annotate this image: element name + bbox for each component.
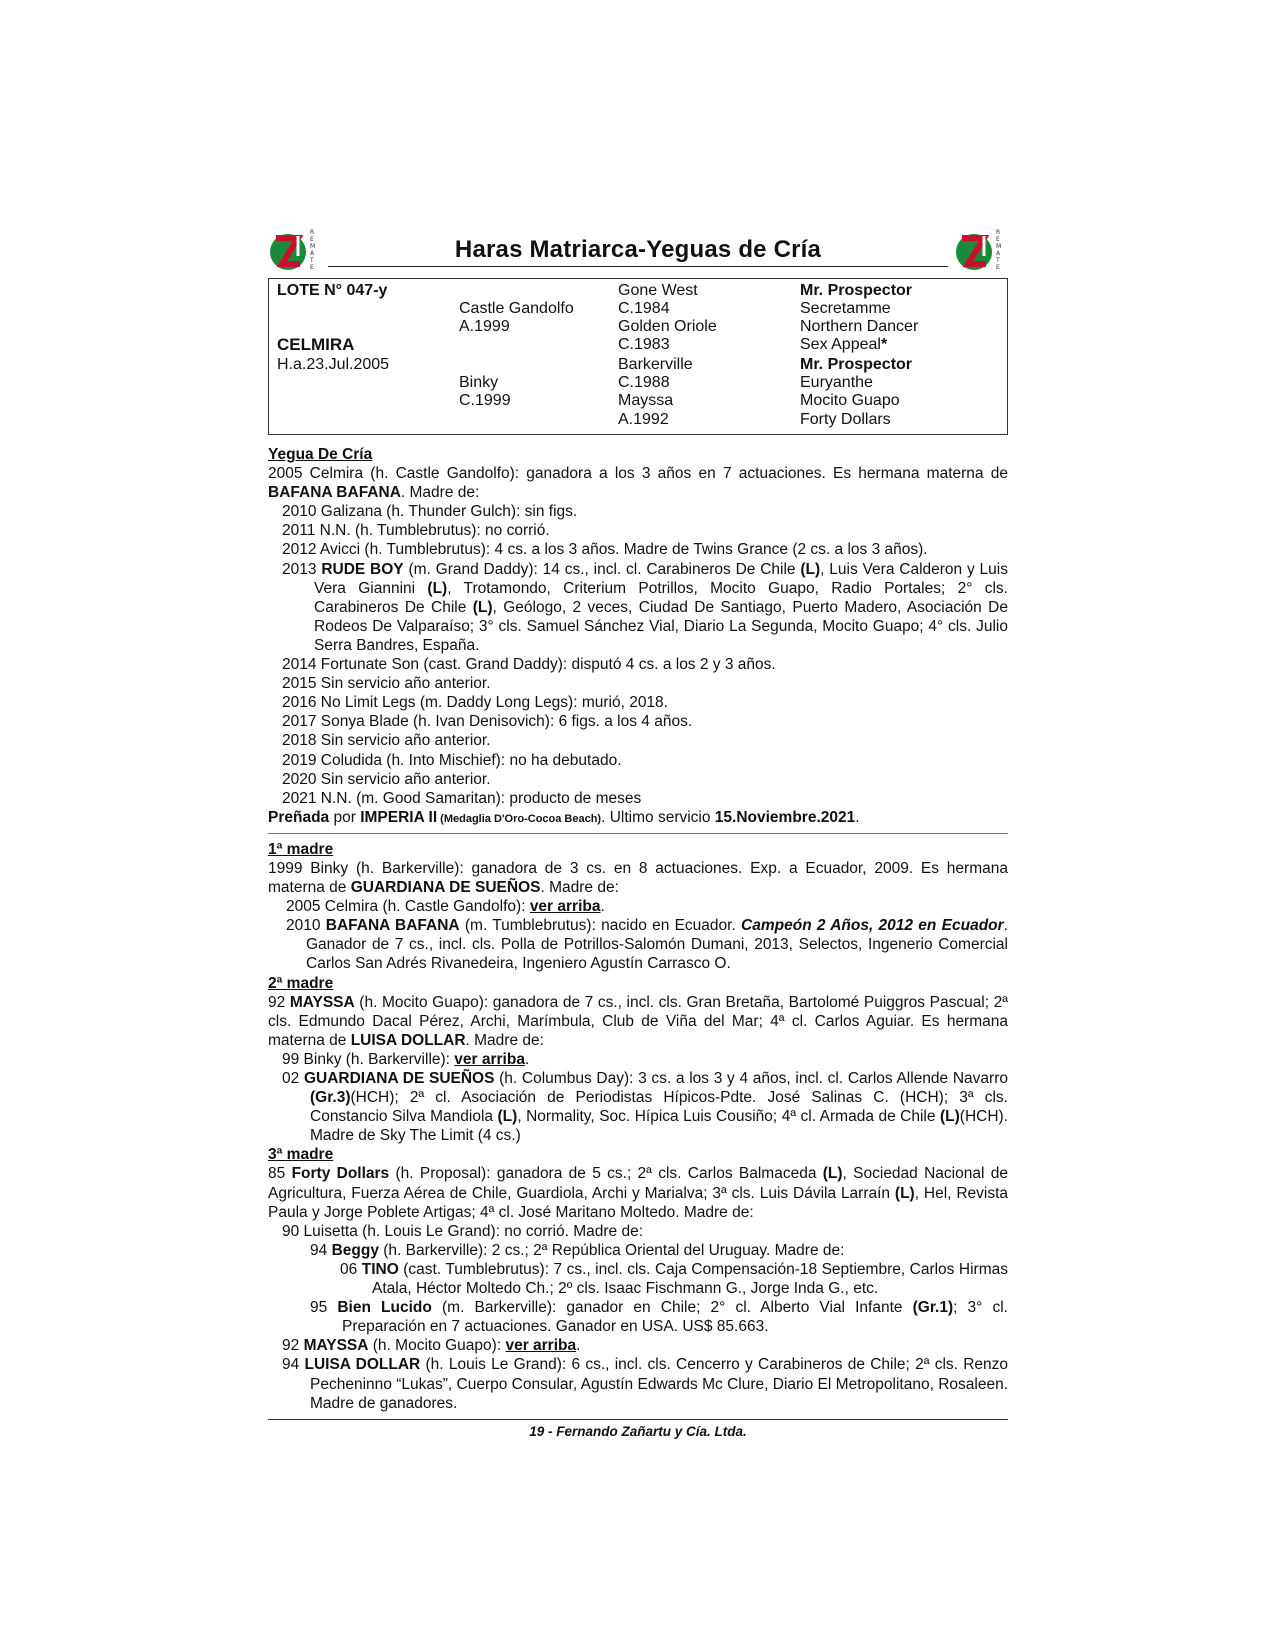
- horse-birth: H.a.23.Jul.2005: [277, 356, 390, 373]
- section-heading: Yegua De Cría: [268, 446, 373, 463]
- list-item: 2013 RUDE BOY (m. Grand Daddy): 14 cs., incl. cl. Carabineros De Chile (L), Luis Vera Calderon y Luis Vera Giannini (L), Trotamondo, Criterium Potrillos, Mocito Guapo, Radio Portales; 2° cls. Carabineros De Chile (L), Geólogo, 2 veces, Ciudad De Santiago, Puerto Madero, Asociación De Rodeos De Valparaíso; 3° cls. Samuel Sánchez Vial, Diario La Segunda, Mocito Guapo; 4° cls. Julio Serra Bandres, España.: [282, 560, 1008, 654]
- grandsire-1-year: C.1984: [618, 300, 670, 317]
- svg-text:M: M: [996, 243, 1002, 250]
- ancestor: Secretamme: [800, 300, 891, 317]
- header: [268, 222, 1008, 272]
- list-item: 92 MAYSSA (h. Mocito Guapo): ver arriba.: [282, 1337, 581, 1355]
- paragraph: 92 MAYSSA (h. Mocito Guapo): ganadora de 7 cs., incl. cls. Gran Bretaña, Bartolomé Puiggros Pascual; 2ª cls. Edmundo Dacal Pérez, Archi, Marímbula, Club de Viña del Mar; 4ª cl. Carlos Aguiar. Es hermana materna de LUISA DOLLAR. Madre de:: [268, 993, 1008, 1049]
- ancestor: Mr. Prospector: [800, 282, 913, 299]
- list-item: 2018 Sin servicio año anterior.: [282, 732, 491, 750]
- granddam-1-year: C.1983: [618, 336, 670, 353]
- svg-text:E: E: [996, 236, 1000, 243]
- ancestor: Forty Dollars: [800, 411, 891, 428]
- svg-text:T: T: [310, 257, 314, 264]
- granddam-2: Mayssa: [618, 392, 674, 409]
- granddam-1: Golden Oriole: [618, 318, 717, 335]
- list-item: 06 TINO (cast. Tumblebrutus): 7 cs., incl. cls. Caja Compensación-18 Septiembre, Carlos Hirmas Atala, Héctor Moltedo Ch.; 2º cls. Isaac Fischmann G., Jorge Inda G., etc.: [340, 1260, 1008, 1298]
- list-item: 02 GUARDIANA DE SUEÑOS (h. Columbus Day): 3 cs. a los 3 y 4 años, incl. cl. Carlos Allende Navarro (Gr.3)(HCH); 2ª cl. Asociación de Periodistas Hípicos-Pdte. José Salinas C. (HCH); 3ª cls. Constancio Silva Mandiola (L), Normality, Soc. Hípica Luis Cousiño; 4ª cl. Armada de Chile (L)(HCH). Madre de Sky The Limit (4 cs.): [282, 1070, 1008, 1145]
- list-item: 2005 Celmira (h. Castle Gandolfo): ver arriba.: [286, 898, 605, 916]
- list-item: 2015 Sin servicio año anterior.: [282, 675, 491, 693]
- list-item: 94 Beggy (h. Barkerville): 2 cs.; 2ª República Oriental del Uruguay. Madre de:: [310, 1241, 845, 1259]
- document-page: [268, 222, 1008, 1439]
- svg-text:E: E: [996, 264, 1000, 271]
- list-item: 94 LUISA DOLLAR (h. Louis Le Grand): 6 cs., incl. cls. Cencerro y Carabineros de Chile; 2ª cls. Renzo Pecheninno “Lukas”, Cuerpo Consular, Agustín Edwards Mc Clure, Diario El Metropolitano, Rosaleen. Madre de ganadores.: [282, 1356, 1008, 1412]
- horse-name: CELMIRA: [277, 335, 355, 354]
- list-item: 2011 N.N. (h. Tumblebrutus): no corrió.: [282, 522, 550, 540]
- sire-year: A.1999: [459, 318, 510, 335]
- ancestor: Mocito Guapo: [800, 392, 900, 409]
- pedigree-table: [268, 278, 1008, 435]
- divider: [268, 833, 1008, 834]
- list-item: 2017 Sonya Blade (h. Ivan Denisovich): 6 figs. a los 4 años.: [282, 713, 693, 731]
- list-item: 95 Bien Lucido (m. Barkerville): ganador en Chile; 2° cl. Alberto Vial Infante (Gr.1); 3° cl. Preparación en 7 actuaciones. Ganador en USA. US$ 85.663.: [310, 1299, 1008, 1336]
- list-item: 2010 BAFANA BAFANA (m. Tumblebrutus): nacido en Ecuador. Campeón 2 Años, 2012 en Ecuador. Ganador de 7 cs., incl. cls. Polla de Potrillos-Salomón Dumani, 2013, Selectos, Ingenerio Comercial Carlos San Adrés Rivanedeira, Ingeniero Agustín Carrasco O.: [286, 917, 1008, 973]
- granddam-2-year: A.1992: [618, 411, 669, 428]
- list-item: 2021 N.N. (m. Good Samaritan): producto de meses: [282, 789, 642, 807]
- grandsire-2-year: C.1988: [618, 374, 670, 391]
- list-item: 2020 Sin servicio año anterior.: [282, 770, 491, 788]
- paragraph: 1999 Binky (h. Barkerville): ganadora de 3 cs. en 8 actuaciones. Exp. a Ecuador, 2009. Es hermana materna de GUARDIANA DE SUEÑOS. Madre de:: [268, 859, 1008, 897]
- page-title: Haras Matriarca-Yeguas de Cría: [328, 236, 948, 267]
- paragraph: 85 Forty Dollars (h. Proposal): ganadora de 5 cs.; 2ª cls. Carlos Balmaceda (L), Sociedad Nacional de Agricultura, Fuerza Aérea de Chile, Guardiola, Archi y Marialva; 3ª cls. Luis Dávila Larraín (L), Hel, Revista Paula y Jorge Poblete Artigas; 4ª cl. José Maritano Moltedo. Madre de:: [268, 1165, 1008, 1221]
- svg-text:R: R: [996, 229, 1001, 236]
- list-item: 2010 Galizana (h. Thunder Gulch): sin figs.: [282, 503, 578, 521]
- zr-remates-logo-icon: [268, 226, 322, 272]
- dam-year: C.1999: [459, 392, 511, 409]
- lote-number: LOTE N° 047-y: [277, 282, 388, 299]
- grandsire-2: Barkerville: [618, 356, 693, 373]
- dam: Binky: [459, 374, 499, 391]
- ancestor: Mr. Prospector: [800, 356, 913, 373]
- list-item: 99 Binky (h. Barkerville): ver arriba.: [282, 1050, 530, 1068]
- pregnancy-note: Preñada por IMPERIA II (Medaglia D'Oro-Cocoa Beach). Ultimo servicio 15.Noviembre.2021.: [268, 808, 860, 826]
- section-heading: 3ª madre: [268, 1146, 334, 1164]
- svg-text:A: A: [310, 250, 315, 257]
- ancestor: Northern Dancer: [800, 318, 919, 335]
- list-item: 2016 No Limit Legs (m. Daddy Long Legs): murió, 2018.: [282, 694, 668, 712]
- sire: Castle Gandolfo: [459, 300, 574, 317]
- svg-text:A: A: [996, 250, 1001, 257]
- page-footer: 19 - Fernando Zañartu y Cía. Ltda.: [268, 1419, 1008, 1439]
- svg-text:E: E: [310, 264, 314, 271]
- svg-text:T: T: [996, 257, 1000, 264]
- paragraph: 2005 Celmira (h. Castle Gandolfo): ganadora a los 3 años en 7 actuaciones. Es hermana materna de BAFANA BAFANA. Madre de:: [268, 465, 1008, 502]
- svg-text:E: E: [310, 236, 314, 243]
- ancestor: Sex Appeal*: [800, 336, 888, 353]
- list-item: 90 Luisetta (h. Louis Le Grand): no corrió. Madre de:: [282, 1222, 644, 1240]
- ancestor: Euryanthe: [800, 374, 873, 391]
- svg-text:R: R: [310, 229, 315, 236]
- list-item: 2014 Fortunate Son (cast. Grand Daddy): disputó 4 cs. a los 2 y 3 años.: [282, 656, 776, 674]
- list-item: 2019 Coludida (h. Into Mischief): no ha debutado.: [282, 751, 622, 769]
- zr-remates-logo-icon: [954, 226, 1008, 272]
- section-heading: 2ª madre: [268, 974, 334, 992]
- section-yegua-de-cria: [268, 445, 1008, 1413]
- svg-text:M: M: [310, 243, 316, 250]
- list-item: 2012 Avicci (h. Tumblebrutus): 4 cs. a los 3 años. Madre de Twins Grance (2 cs. a los 3 años).: [282, 541, 928, 559]
- section-heading: 1ª madre: [268, 840, 334, 858]
- grandsire-1: Gone West: [618, 282, 698, 299]
